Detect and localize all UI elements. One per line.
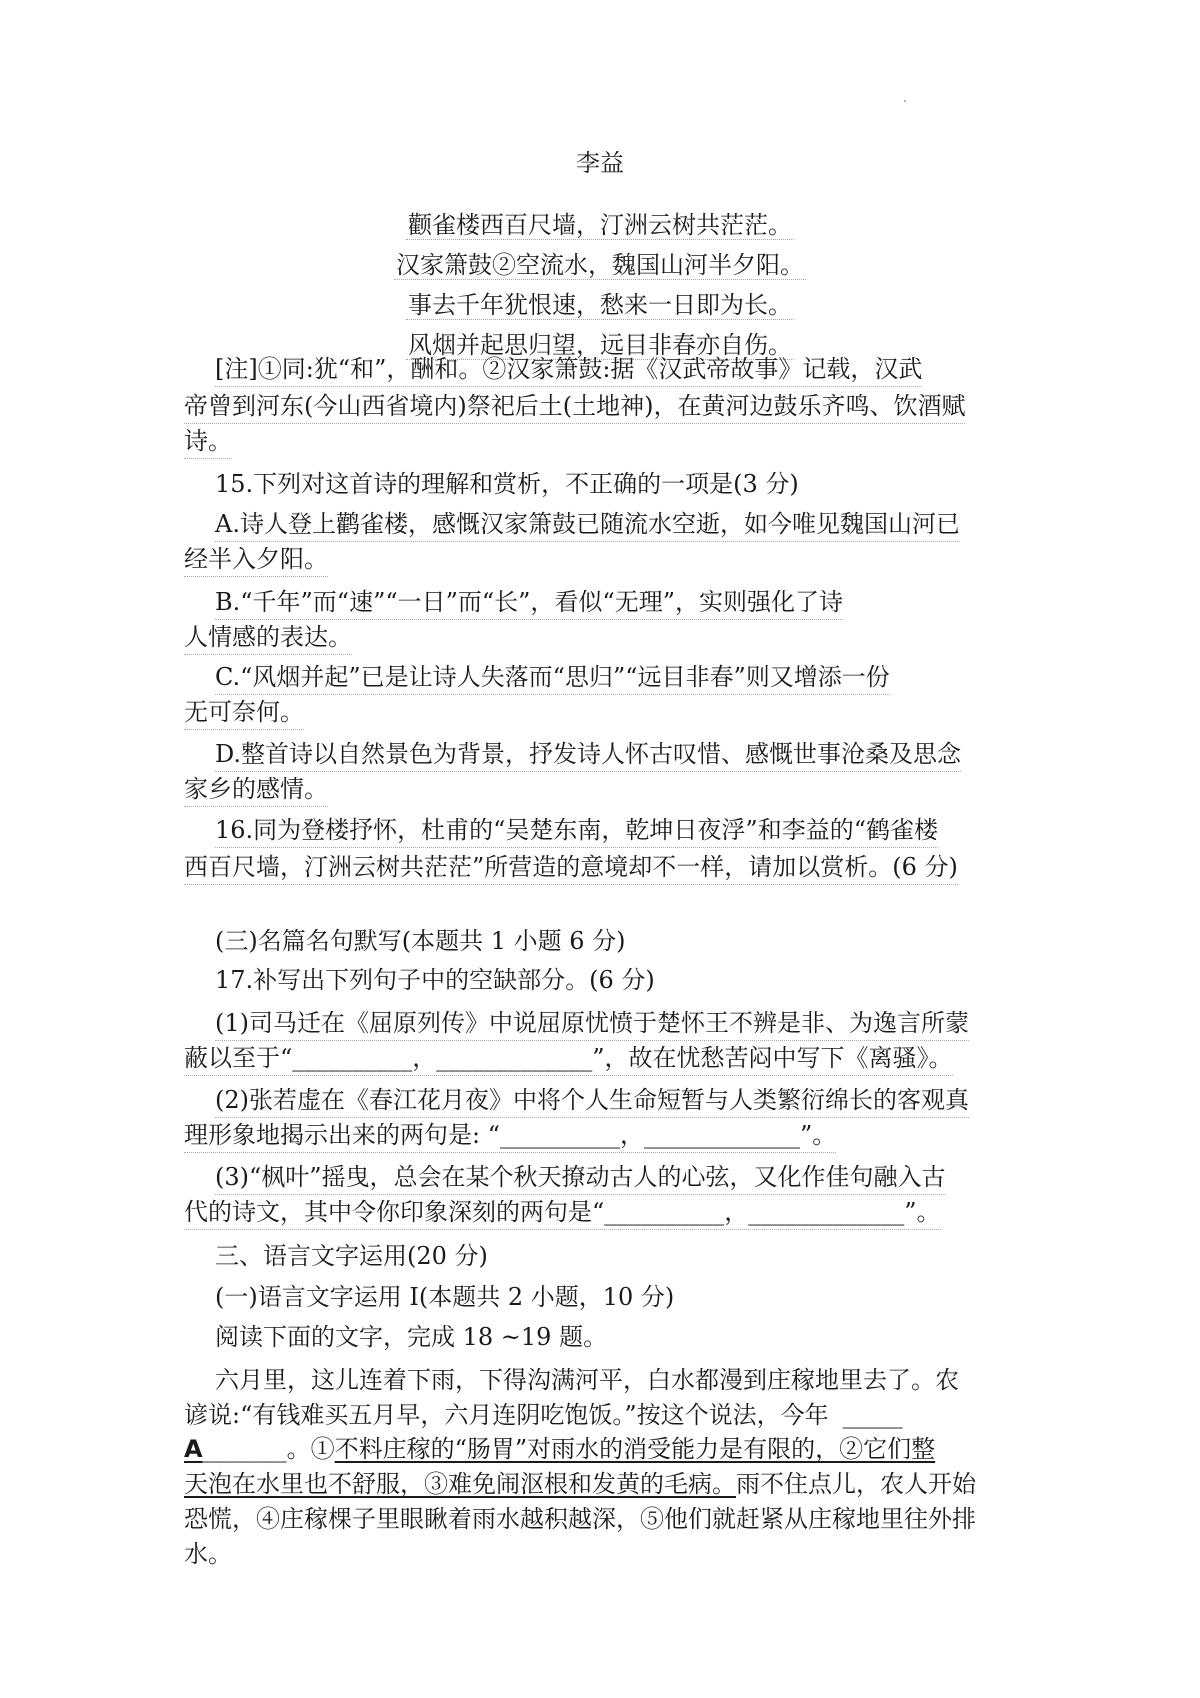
blank-a-label: A — [184, 1435, 203, 1463]
blank-a-end: _______ — [202, 1435, 287, 1463]
q17-part-2-line-1: (2)张若虚在《春江花月夜》中将个人生命短暂与人类繁衍绵长的客观真 — [215, 1083, 969, 1118]
underlined-sentence-part-1: 不料庄稼的“肠胃”对雨水的消受能力是有限的，②它们整 — [334, 1435, 936, 1463]
poem-line-2: 汉家箫鼓②空流水，魏国山河半夕阳。 — [396, 251, 804, 279]
passage-line-2: 谚说:“有钱难买五月早，六月连阴吃饱饭。”按这个说法，今年 _____ — [184, 1401, 903, 1429]
q15-option-c-line-2: 无可奈何。 — [184, 695, 304, 730]
q15-option-d-line-2: 家乡的感情。 — [184, 772, 328, 807]
q16-line-2: 西百尺墙，汀洲云树共茫茫”所营造的意境却不一样，请加以赏析。(6 分) — [184, 850, 958, 885]
reading-instruction: 阅读下面的文字，完成 18 ~19 题。 — [215, 1323, 608, 1351]
q17-part-1-line-1: (1)司马迁在《屈原列传》中说屈原忧愤于楚怀王不辨是非、为逸言所蒙 — [215, 1006, 969, 1041]
q15-option-c-line-1: C.“风烟并起”已是让诗人失落而“思归”“远目非春”则又增添一份 — [215, 660, 890, 695]
blank-a-start: _____ — [842, 1401, 903, 1429]
passage-line-5: 恐慌，④庄稼棵子里眼瞅着雨水越积越深，⑤他们就赶紧从庄稼地里往外排 — [184, 1505, 976, 1533]
poem-author: 李益 — [576, 149, 624, 177]
q15-option-b-line-2: 人情感的表达。 — [184, 620, 352, 655]
q15-option-b-line-1: B.“千年”而“速”“一日”而“长”，看似“无理”，实则强化了诗 — [215, 585, 843, 620]
underlined-sentence-part-2: 天泡在水里也不舒服，③难免闹沤根和发黄的毛病。 — [184, 1470, 736, 1498]
section-3-heading: (三)名篇名句默写(本题共 1 小题 6 分) — [215, 927, 626, 955]
note-line-2: 帝曾到河东(今山西省境内)祭祀后土(土地神)，在黄河边鼓乐齐鸣、饮酒赋 — [184, 389, 965, 424]
poem-line-1: 颧雀楼西百尺墙，汀洲云树共茫茫。 — [408, 211, 792, 239]
q15-option-a-line-1: A.诗人登上鹳雀楼，感慨汉家箫鼓已随流水空逝，如今唯见魏国山河已 — [215, 507, 960, 542]
part-3-subheading: (一)语言文字运用 I(本题共 2 小题，10 分) — [215, 1283, 675, 1311]
q17-part-3-line-2: 代的诗文，其中令你印象深刻的两句是“__________，_____________”。 — [184, 1195, 941, 1230]
passage-line-1: 六月里，这儿连着下雨，下得沟满河平，白水都漫到庄稼地里去了。农 — [215, 1366, 959, 1394]
poem-line-4: 风烟并起思归望，远目非春亦自伤。 — [408, 331, 792, 359]
note-line-3: 诗。 — [184, 424, 232, 459]
part-3-heading: 三、语言文字运用(20 分) — [215, 1242, 488, 1270]
q17-stem: 17.补写出下列句子中的空缺部分。(6 分) — [215, 966, 655, 994]
poem-line-3: 事去千年犹恨速，愁来一日即为长。 — [408, 291, 792, 319]
q17-part-1-line-2: 蔽以至于“__________，_____________”，故在忧愁苦闷中写下《离骚》。 — [184, 1041, 953, 1076]
q15-option-a-line-2: 经半入夕阳。 — [184, 542, 328, 577]
q16-line-1: 16.同为登楼抒怀，杜甫的“吴楚东南，乾坤日夜浮”和李益的“鹤雀楼 — [215, 813, 938, 848]
q17-part-2-line-2: 理形象地揭示出来的两句是: “__________，_____________”。 — [184, 1118, 836, 1153]
scan-speck — [904, 100, 906, 102]
passage-line-6: 水。 — [184, 1540, 232, 1568]
q15-option-d-line-1: D.整首诗以自然景色为背景，抒发诗人怀古叹惜、感慨世事沧桑及思念 — [215, 737, 961, 772]
q17-part-3-line-1: (3)“枫叶”摇曳，总会在某个秋天撩动古人的心弦，又化作佳句融入古 — [215, 1160, 946, 1195]
passage-line-4: 天泡在水里也不舒服，③难免闹沤根和发黄的毛病。雨不住点儿，农人开始 — [184, 1470, 976, 1498]
q15-stem: 15.下列对这首诗的理解和赏析，不正确的一项是(3 分) — [215, 470, 799, 498]
note-line-1: [注]①同:犹“和”，酬和。②汉家箫鼓:据《汉武帝故事》记载，汉武 — [215, 352, 922, 387]
passage-line-3: A_______。①不料庄稼的“肠胃”对雨水的消受能力是有限的，②它们整 — [184, 1435, 936, 1463]
